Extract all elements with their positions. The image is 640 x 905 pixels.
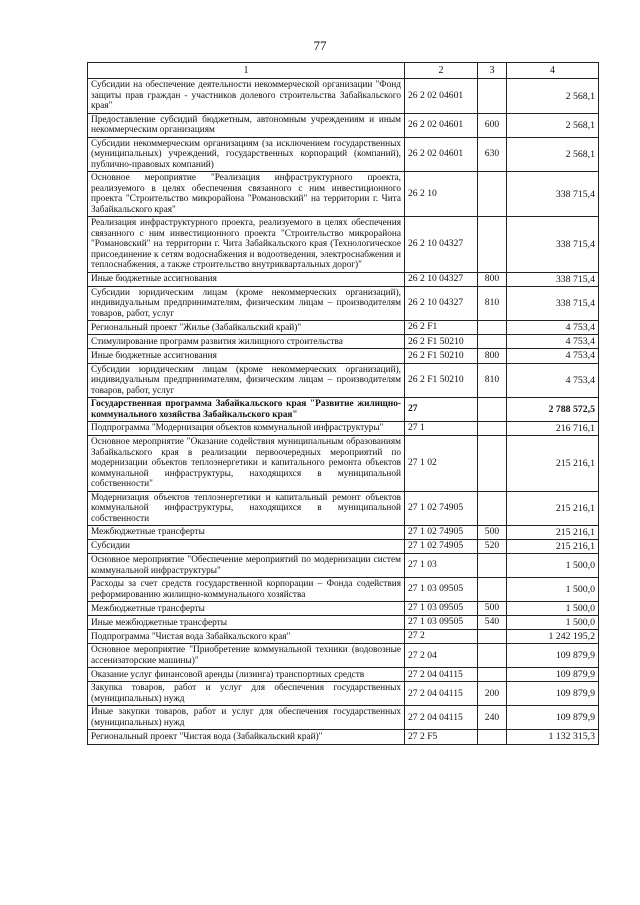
row-name: Субсидии юридическим лицам (кроме некоммерческих организаций), индивидуальным предпринимателям, физическим лицам – производителям товаров, работ, услуг [88, 363, 405, 398]
header-code: 2 [405, 63, 478, 79]
row-amount: 215 216,1 [507, 491, 599, 526]
row-amount: 4 753,4 [507, 321, 599, 335]
row-amount: 2 568,1 [507, 137, 599, 172]
row-name: Региональный проект "Жилье (Забайкальский край)" [88, 321, 405, 335]
row-code: 26 2 F1 50210 [405, 349, 478, 363]
table-row [88, 335, 599, 349]
row-amount: 109 879,9 [507, 644, 599, 668]
row-amount: 1 500,0 [507, 554, 599, 578]
row-type: 500 [478, 602, 507, 616]
table-row [88, 616, 599, 630]
row-code: 27 2 F5 [405, 730, 478, 744]
row-name: Иные межбюджетные трансферты [88, 616, 405, 630]
row-name: Субсидии на обеспечение деятельности некоммерческой организации "Фонд защиты прав граждан - участников долевого строительства Забайкальского края" [88, 79, 405, 114]
header-name: 1 [88, 63, 405, 79]
row-code: 26 2 02 04601 [405, 113, 478, 137]
row-code: 27 1 02 [405, 436, 478, 492]
row-name: Основное мероприятие "Приобретение коммунальной техники (водовозные ассенизаторские машины)" [88, 644, 405, 668]
row-code: 26 2 F1 50210 [405, 363, 478, 398]
row-amount: 109 879,9 [507, 682, 599, 706]
table-row [88, 682, 599, 706]
table-body [88, 79, 599, 744]
row-code: 26 2 F1 50210 [405, 335, 478, 349]
row-amount: 4 753,4 [507, 335, 599, 349]
row-code: 27 2 04 04115 [405, 668, 478, 682]
row-type [478, 335, 507, 349]
table-row [88, 730, 599, 744]
table-row [88, 436, 599, 492]
table-row [88, 349, 599, 363]
row-code: 27 1 02 74905 [405, 491, 478, 526]
row-name: Основное мероприятие "Реализация инфраструктурного проекта, реализуемого в целях обеспечения связанного с ним инвестиционного проекта "Строительство микрорайона "Романовский" на территории г. Чита Забайкальского края" [88, 172, 405, 217]
row-amount: 1 500,0 [507, 616, 599, 630]
table-row [88, 217, 599, 273]
row-type [478, 217, 507, 273]
row-amount: 1 500,0 [507, 578, 599, 602]
row-amount: 2 788 572,5 [507, 398, 599, 422]
row-name: Иные закупки товаров, работ и услуг для обеспечения государственных (муниципальных) нужд [88, 706, 405, 730]
row-code: 27 1 02 74905 [405, 526, 478, 540]
row-code: 27 2 [405, 630, 478, 644]
row-amount: 338 715,4 [507, 286, 599, 321]
table-row [88, 422, 599, 436]
row-type [478, 668, 507, 682]
row-amount: 215 216,1 [507, 540, 599, 554]
row-code: 27 [405, 398, 478, 422]
row-code: 27 2 04 [405, 644, 478, 668]
row-type [478, 321, 507, 335]
row-code: 27 1 [405, 422, 478, 436]
row-type [478, 730, 507, 744]
page-number: 77 [313, 38, 327, 53]
row-type: 630 [478, 137, 507, 172]
row-code: 27 1 03 [405, 554, 478, 578]
row-code: 27 1 03 09505 [405, 602, 478, 616]
row-name: Подпрограмма "Модернизация объектов коммунальной инфраструктуры" [88, 422, 405, 436]
table-row [88, 398, 599, 422]
row-amount: 338 715,4 [507, 272, 599, 286]
row-code: 26 2 10 04327 [405, 217, 478, 273]
row-name: Стимулирование программ развития жилищного строительства [88, 335, 405, 349]
table-row [88, 113, 599, 137]
row-code: 27 1 03 09505 [405, 578, 478, 602]
row-type [478, 554, 507, 578]
row-name: Государственная программа Забайкальского края "Развитие жилищно-коммунального хозяйства Забайкальского края" [88, 398, 405, 422]
table-row [88, 272, 599, 286]
table-row [88, 526, 599, 540]
row-type [478, 578, 507, 602]
table-row [88, 286, 599, 321]
table-row [88, 172, 599, 217]
row-type: 810 [478, 286, 507, 321]
row-name: Расходы за счет средств государственной корпорации – Фонда содействия реформированию жилищно-коммунального хозяйства [88, 578, 405, 602]
row-name: Межбюджетные трансферты [88, 602, 405, 616]
row-amount: 338 715,4 [507, 172, 599, 217]
row-amount: 1 132 315,3 [507, 730, 599, 744]
row-name: Межбюджетные трансферты [88, 526, 405, 540]
row-code: 27 2 04 04115 [405, 682, 478, 706]
row-name: Подпрограмма "Чистая вода Забайкальского края" [88, 630, 405, 644]
row-code: 26 2 10 [405, 172, 478, 217]
row-amount: 215 216,1 [507, 436, 599, 492]
row-amount: 109 879,9 [507, 706, 599, 730]
row-amount: 2 568,1 [507, 113, 599, 137]
row-amount: 2 568,1 [507, 79, 599, 114]
row-name: Реализация инфраструктурного проекта, реализуемого в целях обеспечения связанного с ним инвестиционного проекта "Строительство микрорайона "Романовский" на территории г. Чита Забайкальского края (Технологическое присоединение к сетям водоснабжения и водоотведения, электроснабжения и теплоснабжения, а также строительство внутриквартальных дорог)" [88, 217, 405, 273]
row-type: 800 [478, 349, 507, 363]
row-name: Региональный проект "Чистая вода (Забайкальский край)" [88, 730, 405, 744]
row-name: Основное мероприятие "Обеспечение мероприятий по модернизации систем коммунальной инфраструктуры" [88, 554, 405, 578]
row-amount: 338 715,4 [507, 217, 599, 273]
row-amount: 1 242 195,2 [507, 630, 599, 644]
row-name: Оказание услуг финансовой аренды (лизинга) транспортных средств [88, 668, 405, 682]
row-code: 26 2 F1 [405, 321, 478, 335]
row-type [478, 644, 507, 668]
row-type [478, 436, 507, 492]
row-code: 26 2 02 04601 [405, 79, 478, 114]
row-amount: 215 216,1 [507, 526, 599, 540]
row-amount: 109 879,9 [507, 668, 599, 682]
row-type: 500 [478, 526, 507, 540]
row-type: 800 [478, 272, 507, 286]
table-row [88, 578, 599, 602]
table-row [88, 644, 599, 668]
header-type: 3 [478, 63, 507, 79]
row-type: 240 [478, 706, 507, 730]
table-row [88, 363, 599, 398]
row-code: 26 2 10 04327 [405, 272, 478, 286]
row-type [478, 491, 507, 526]
table-row [88, 668, 599, 682]
row-amount: 4 753,4 [507, 349, 599, 363]
table-row [88, 79, 599, 114]
row-type: 520 [478, 540, 507, 554]
table-row [88, 554, 599, 578]
row-name: Субсидии юридическим лицам (кроме некоммерческих организаций), индивидуальным предпринимателям, физическим лицам – производителям товаров, работ, услуг [88, 286, 405, 321]
row-type [478, 422, 507, 436]
row-type [478, 79, 507, 114]
header-amount: 4 [507, 63, 599, 79]
row-name: Субсидии некоммерческим организациям (за исключением государственных (муниципальных) учреждений, государственных корпораций (компаний), публично-правовых компаний) [88, 137, 405, 172]
row-name: Иные бюджетные ассигнования [88, 349, 405, 363]
table-row [88, 706, 599, 730]
row-name: Модернизация объектов теплоэнергетики и капитальный ремонт объектов коммунальной инфраструктуры, находящихся в муниципальной собственности [88, 491, 405, 526]
row-amount: 216 716,1 [507, 422, 599, 436]
table-row [88, 602, 599, 616]
row-type [478, 630, 507, 644]
row-code: 26 2 02 04601 [405, 137, 478, 172]
table-row [88, 491, 599, 526]
row-amount: 1 500,0 [507, 602, 599, 616]
table-header-row [88, 63, 599, 79]
row-code: 27 1 02 74905 [405, 540, 478, 554]
row-type [478, 398, 507, 422]
table-row [88, 630, 599, 644]
table-row [88, 321, 599, 335]
table-row [88, 540, 599, 554]
row-name: Закупка товаров, работ и услуг для обеспечения государственных (муниципальных) нужд [88, 682, 405, 706]
row-code: 27 2 04 04115 [405, 706, 478, 730]
budget-table [87, 62, 599, 745]
row-code: 26 2 10 04327 [405, 286, 478, 321]
row-amount: 4 753,4 [507, 363, 599, 398]
row-type: 600 [478, 113, 507, 137]
row-type: 540 [478, 616, 507, 630]
row-type: 200 [478, 682, 507, 706]
row-name: Основное мероприятие "Оказание содействия муниципальным образованиям Забайкальского края в реализации первоочередных мероприятий по модернизации объектов теплоэнергетики и капитального ремонта объектов коммунальной инфраструктуры, находящихся в муниципальной собственности" [88, 436, 405, 492]
row-code: 27 1 03 09505 [405, 616, 478, 630]
row-name: Субсидии [88, 540, 405, 554]
row-name: Предоставление субсидий бюджетным, автономным учреждениям и иным некоммерческим организациям [88, 113, 405, 137]
row-type: 810 [478, 363, 507, 398]
table-row [88, 137, 599, 172]
row-type [478, 172, 507, 217]
row-name: Иные бюджетные ассигнования [88, 272, 405, 286]
